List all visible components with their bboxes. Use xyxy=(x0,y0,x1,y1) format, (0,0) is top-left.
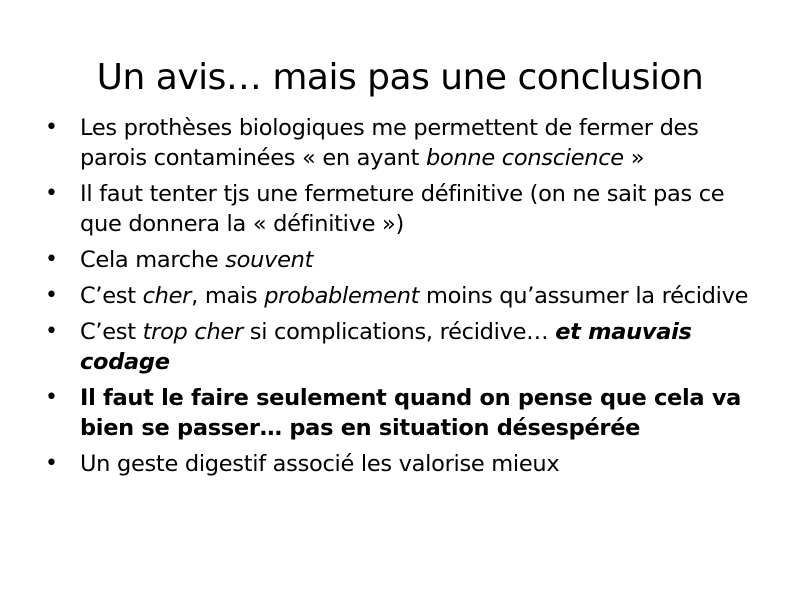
bullet-text: Les prothèses biologiques me permettent de fermer des parois contaminées « en ayant xyxy=(80,115,699,171)
bullet-list xyxy=(44,113,764,485)
bullet-text-italic: probablement xyxy=(264,283,420,309)
bullet-text: moins qu’assumer la récidive xyxy=(419,283,749,309)
bullet-text: Il faut tenter tjs une fermeture définitive (on ne sait pas ce que donnera la « définitive ») xyxy=(80,181,725,237)
bullet-text-italic: cher xyxy=(142,283,192,309)
bullet-item xyxy=(44,383,764,443)
bullet-text: Cela marche xyxy=(80,247,226,273)
bullet-item xyxy=(44,179,764,239)
slide-title: Un avis… mais pas une conclusion xyxy=(96,57,704,98)
bullet-text: Un geste digestif associé les valorise mieux xyxy=(80,451,560,477)
bullet-text: C’est xyxy=(80,319,143,345)
bullet-text-bold-italic: et mauvais codage xyxy=(80,319,692,375)
bullet-text: , mais xyxy=(191,283,265,309)
bullet-text-italic: bonne conscience xyxy=(426,145,624,171)
bullet-text: C’est xyxy=(80,283,143,309)
bullet-text-italic: souvent xyxy=(225,247,314,273)
bullet-text-italic: trop cher xyxy=(142,319,243,345)
bullet-item xyxy=(44,281,764,311)
bullet-item xyxy=(44,317,764,377)
bullet-text-bold: Il faut le faire seulement quand on pense que cela va bien se passer… pas en situation désespérée xyxy=(80,385,742,441)
bullet-text: si complications, récidive… xyxy=(242,319,556,345)
bullet-text: » xyxy=(623,145,645,171)
bullet-item xyxy=(44,245,764,275)
bullet-item xyxy=(44,113,764,173)
bullet-item xyxy=(44,449,764,479)
